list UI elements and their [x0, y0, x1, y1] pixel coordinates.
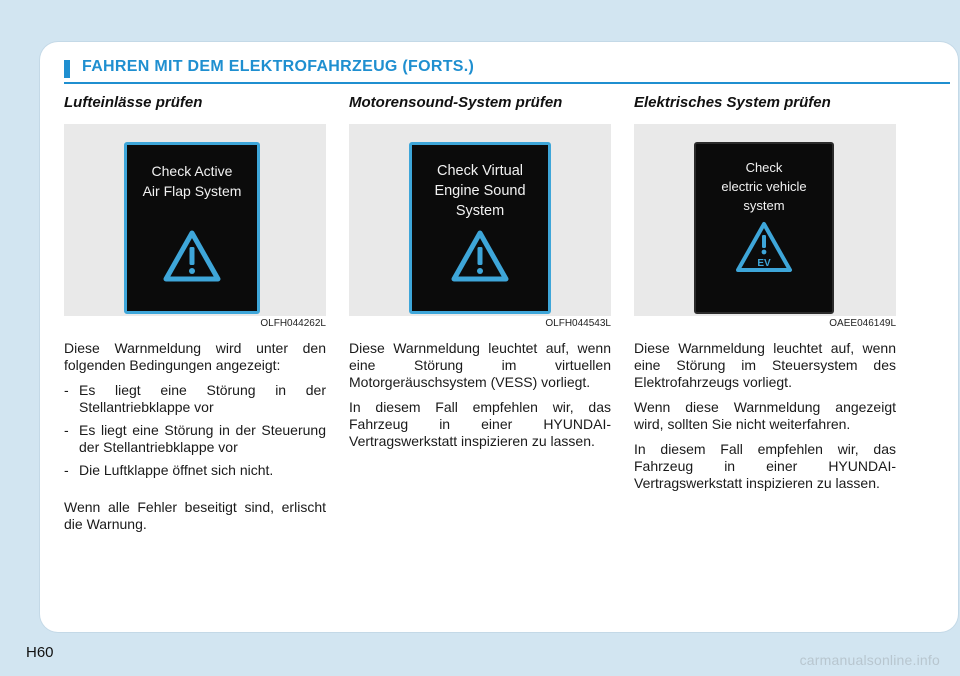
paragraph: Diese Warnmeldung leuchtet auf, wenn eine Störung im Steuersystem des Elektrofahrzeugs vorliegt.: [634, 340, 896, 390]
list-item: - Die Luftklappe öffnet sich nicht.: [64, 462, 274, 478]
warning-image: [349, 124, 611, 316]
list-item: - Es liegt eine Störung in der Steuerung der Stellantriebklappe vor: [64, 422, 326, 455]
warning-triangle-icon: [450, 229, 510, 283]
warning-display-card: [409, 142, 551, 314]
list-item: - Es liegt eine Störung in der Stellantriebklappe vor: [64, 382, 326, 415]
manual-page: [40, 42, 958, 632]
warning-display-card: [694, 142, 834, 314]
column-engine-sound: [349, 94, 611, 458]
warning-display-card: [124, 142, 260, 314]
page-number: H60: [26, 644, 54, 661]
column-body: [64, 340, 326, 533]
column-title: Elektrisches System prüfen: [634, 94, 831, 111]
warning-display-text: Check Virtual Engine Sound System: [434, 163, 526, 219]
footer-paragraph: Wenn alle Fehler beseitigt sind, erlischt die Warnung.: [64, 499, 326, 532]
column-title: Lufteinlässe prüfen: [64, 94, 203, 111]
warning-image: [64, 124, 326, 316]
column-title: Motorensound-System prüfen: [349, 94, 563, 111]
paragraph: In diesem Fall empfehlen wir, das Fahrzeug in einer HYUNDAI-Vertragswerkstatt inspizieren zu lassen.: [349, 399, 611, 449]
section-title: FAHREN MIT DEM ELEKTROFAHRZEUG (FORTS.): [82, 58, 475, 75]
condition-list: [64, 382, 326, 479]
column-air-flap: [64, 94, 326, 541]
paragraph: Wenn diese Warnmeldung angezeigt wird, sollten Sie nicht weiterfahren.: [634, 399, 896, 432]
warning-triangle-icon: [162, 229, 222, 283]
section-accent-bar: [64, 60, 70, 78]
image-code: OLFH044262L: [260, 318, 326, 329]
image-code: OAEE046149L: [829, 318, 896, 329]
ev-warning-triangle-icon: [734, 220, 794, 274]
warning-image: [634, 124, 896, 316]
warning-display-text: Check electric vehicle system: [721, 160, 807, 213]
column-body: [634, 340, 896, 492]
image-code: OLFH044543L: [545, 318, 611, 329]
watermark: carmanualsonline.info: [799, 652, 940, 668]
intro-paragraph: Diese Warnmeldung wird unter den folgenden Bedingungen angezeigt:: [64, 340, 326, 373]
section-header: [64, 56, 950, 84]
column-electric-system: [634, 94, 896, 500]
warning-display-text: Check Active Air Flap System: [142, 163, 242, 199]
ev-icon-label: EV: [757, 258, 771, 269]
paragraph: Diese Warnmeldung leuchtet auf, wenn eine Störung im virtuellen Motorgeräuschsystem (VESS) vorliegt.: [349, 340, 611, 390]
column-body: [349, 340, 611, 450]
paragraph: In diesem Fall empfehlen wir, das Fahrzeug in einer HYUNDAI-Vertragswerkstatt inspizieren zu lassen.: [634, 441, 896, 491]
